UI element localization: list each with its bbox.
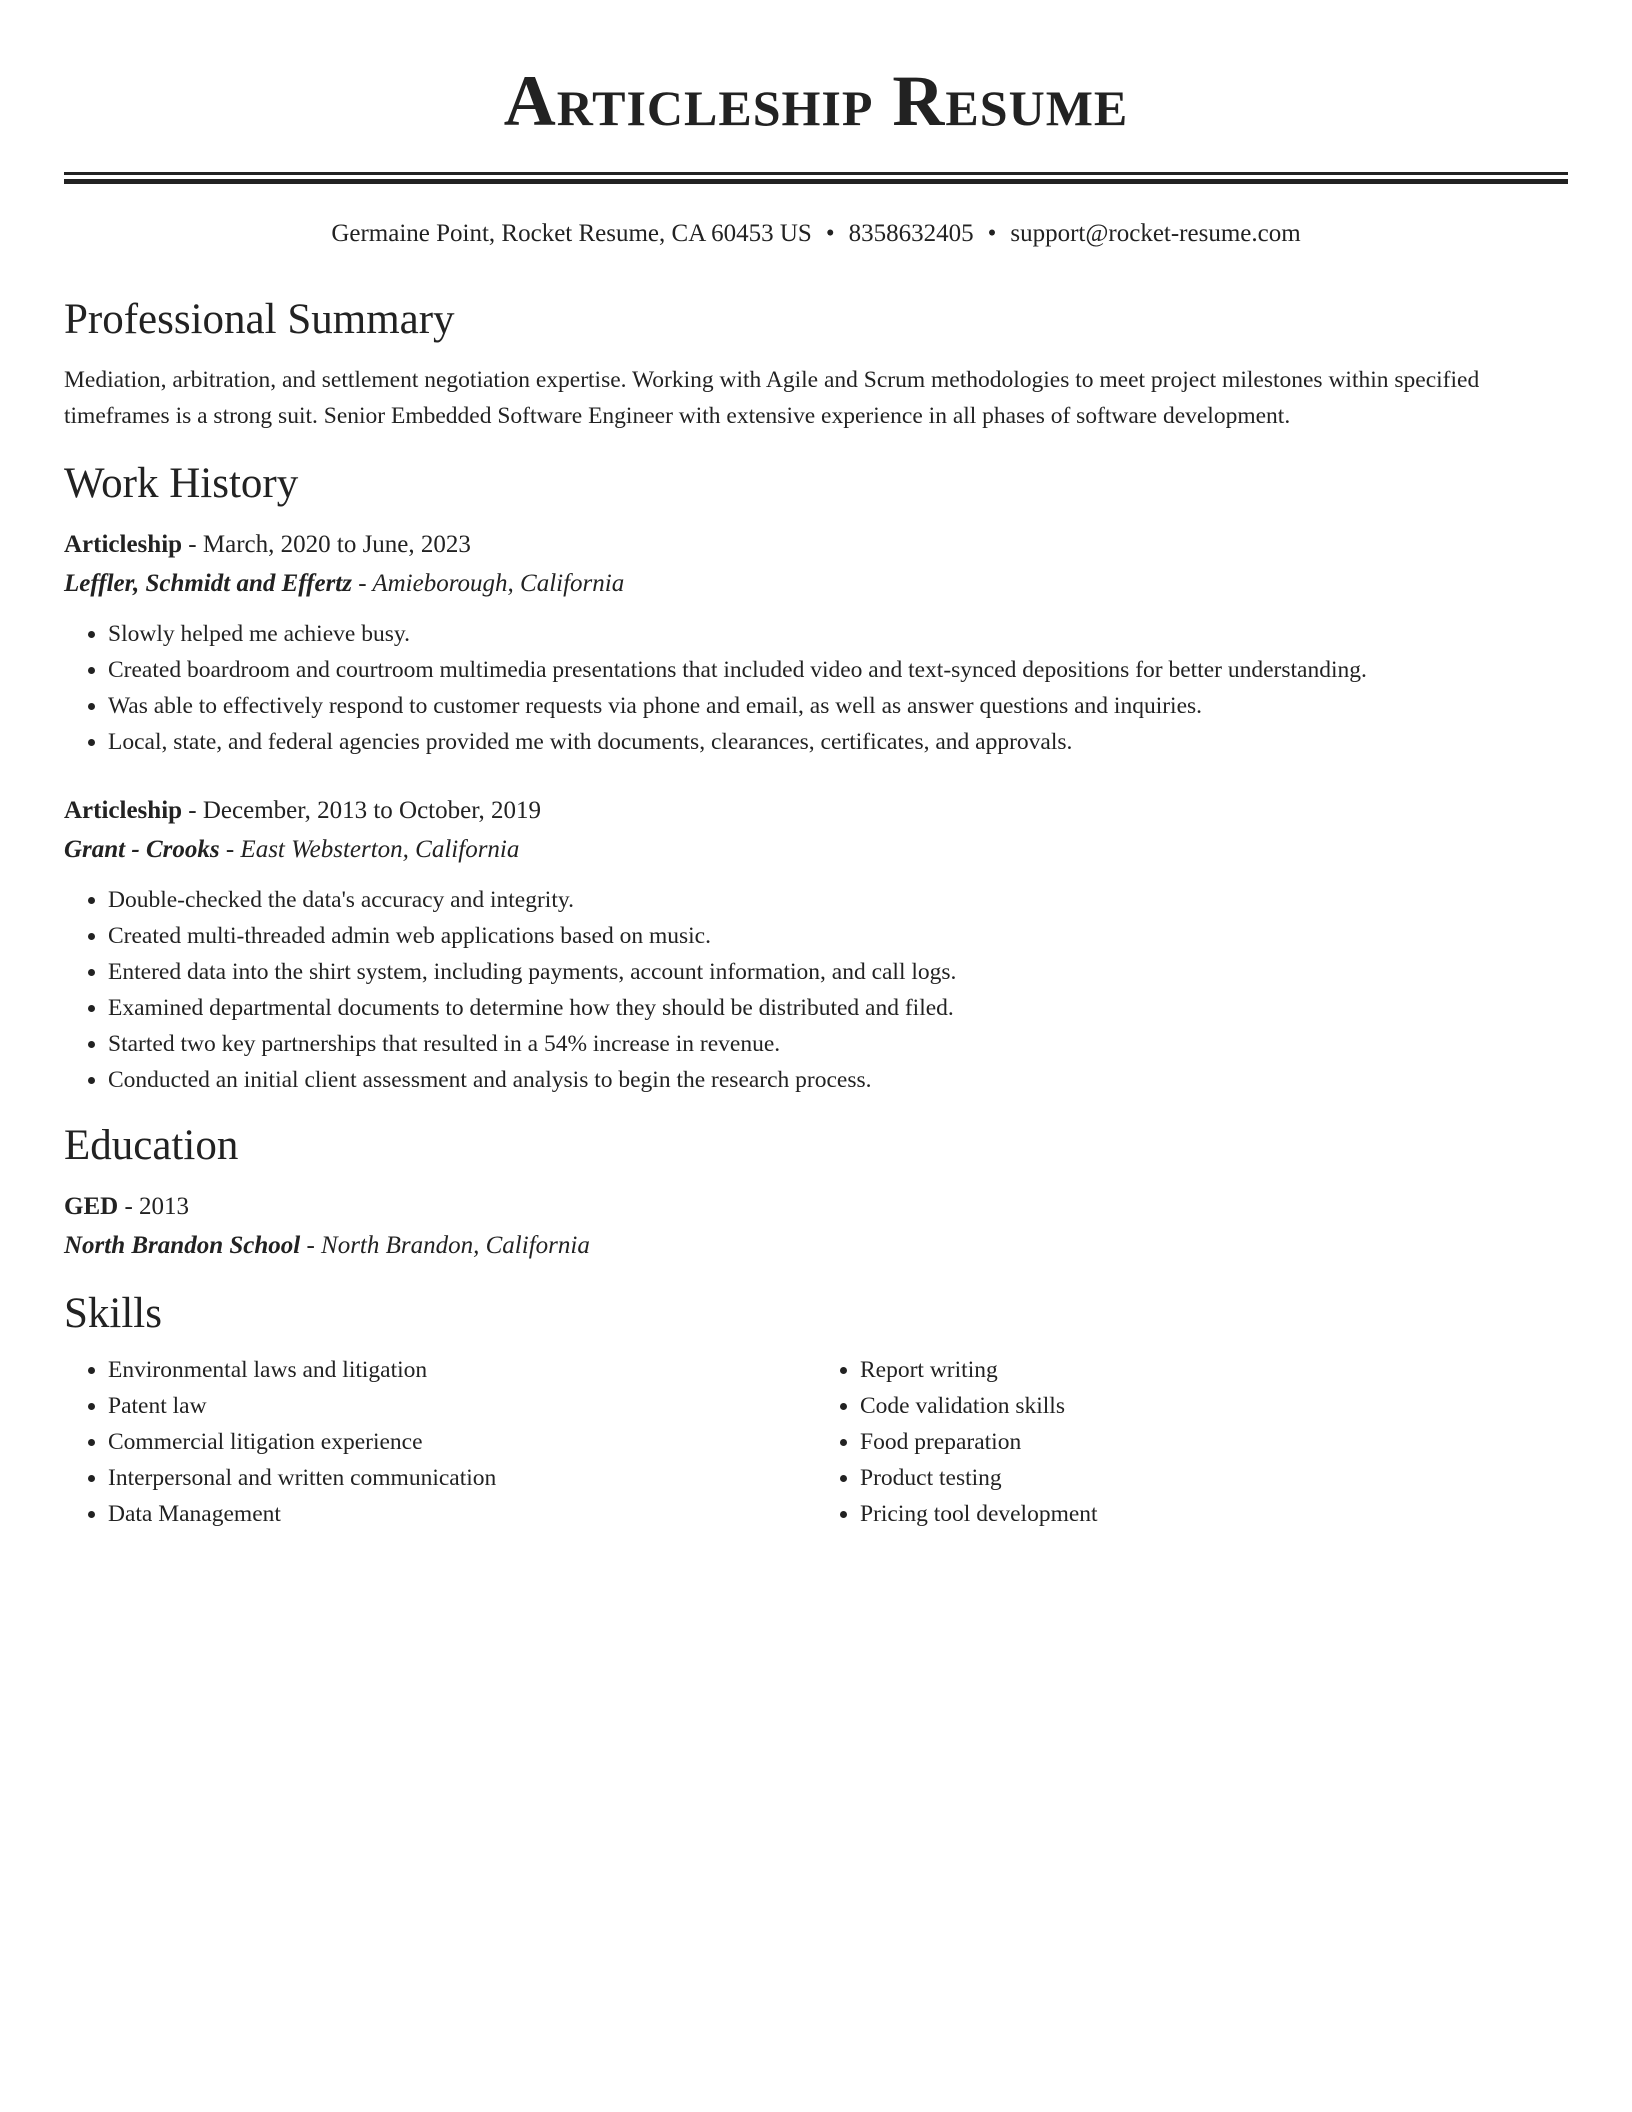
job-bullets (64, 882, 1568, 1098)
job-bullet: • Examined departmental documents to determine how they should be distributed and filed. (108, 990, 1568, 1026)
job-entry (64, 526, 1568, 760)
skills-list-right (816, 1352, 1568, 1532)
job-bullet: • Slowly helped me achieve busy. (108, 616, 1568, 652)
skills-list-left (64, 1352, 816, 1532)
job-bullet: • Entered data into the shirt system, including payments, account information, and call logs. (108, 954, 1568, 990)
job-location: - Amieborough, California (351, 570, 625, 597)
job-company: Grant - Crooks (64, 836, 220, 863)
job-bullet: • Created multi-threaded admin web applications based on music. (108, 918, 1568, 954)
education-school-line (64, 1226, 1568, 1266)
contact-separator: • (825, 220, 835, 247)
summary-heading: Professional Summary (64, 296, 455, 343)
job-title: Articleship (64, 531, 183, 558)
contact-separator: • (987, 220, 997, 247)
job-company-line (64, 830, 1568, 870)
job-entry (64, 792, 1568, 1098)
education-entry (64, 1188, 1568, 1266)
contact-phone: 8358632405 (848, 220, 974, 247)
contact-email: support@rocket-resume.com (1010, 220, 1301, 247)
skills-heading: Skills (64, 1290, 162, 1337)
job-bullets (64, 616, 1568, 760)
education-school: North Brandon School (64, 1232, 301, 1259)
work-history-heading: Work History (64, 460, 299, 507)
header-divider-thick (64, 179, 1568, 184)
skill-item: • Report writing (860, 1352, 1568, 1388)
job-bullet: • Local, state, and federal agencies provided me with documents, clearances, certificates, and approvals. (108, 724, 1568, 760)
job-bullet: • Conducted an initial client assessment and analysis to begin the research process. (108, 1062, 1568, 1098)
job-title: Articleship (64, 797, 183, 824)
skill-item: • Product testing (860, 1460, 1568, 1496)
skill-item: • Food preparation (860, 1424, 1568, 1460)
job-dates: - March, 2020 to June, 2023 (182, 531, 471, 558)
resume-title: Articleship Resume (503, 61, 1129, 141)
education-degree: GED (64, 1193, 119, 1220)
skill-item: • Data Management (108, 1496, 816, 1532)
skill-item: • Code validation skills (860, 1388, 1568, 1424)
skills-columns (64, 1352, 1568, 1532)
contact-line (64, 218, 1568, 250)
job-title-line (64, 526, 1568, 564)
contact-address: Germaine Point, Rocket Resume, CA 60453 US (331, 220, 812, 247)
education-degree-line (64, 1188, 1568, 1226)
job-dates: - December, 2013 to October, 2019 (182, 797, 542, 824)
header-divider-thin (64, 172, 1568, 175)
job-bullet: • Created boardroom and courtroom multimedia presentations that included video and text-synced depositions for better understanding. (108, 652, 1568, 688)
job-company: Leffler, Schmidt and Effertz (64, 570, 352, 597)
education-location: - North Brandon, California (300, 1232, 590, 1259)
job-title-line (64, 792, 1568, 830)
skill-item: • Commercial litigation experience (108, 1424, 816, 1460)
skill-item: • Pricing tool development (860, 1496, 1568, 1532)
skill-item: • Environmental laws and litigation (108, 1352, 816, 1388)
education-heading: Education (64, 1122, 239, 1169)
summary-text: Mediation, arbitration, and settlement negotiation expertise. Working with Agile and Scrum methodologies to meet project milestones within specified timeframes is a strong suit. Senior Embedded Software Engineer with extensive experience in all phases of software development. (64, 367, 1480, 429)
job-company-line (64, 564, 1568, 604)
job-bullet: • Started two key partnerships that resulted in a 54% increase in revenue. (108, 1026, 1568, 1062)
resume-page (64, 0, 1568, 1532)
education-year: - 2013 (118, 1193, 190, 1220)
job-location: - East Websterton, California (219, 836, 520, 863)
job-bullet: • Was able to effectively respond to customer requests via phone and email, as well as answer questions and inquiries. (108, 688, 1568, 724)
skill-item: • Patent law (108, 1388, 816, 1424)
job-bullet: • Double-checked the data's accuracy and integrity. (108, 882, 1568, 918)
skill-item: • Interpersonal and written communication (108, 1460, 816, 1496)
